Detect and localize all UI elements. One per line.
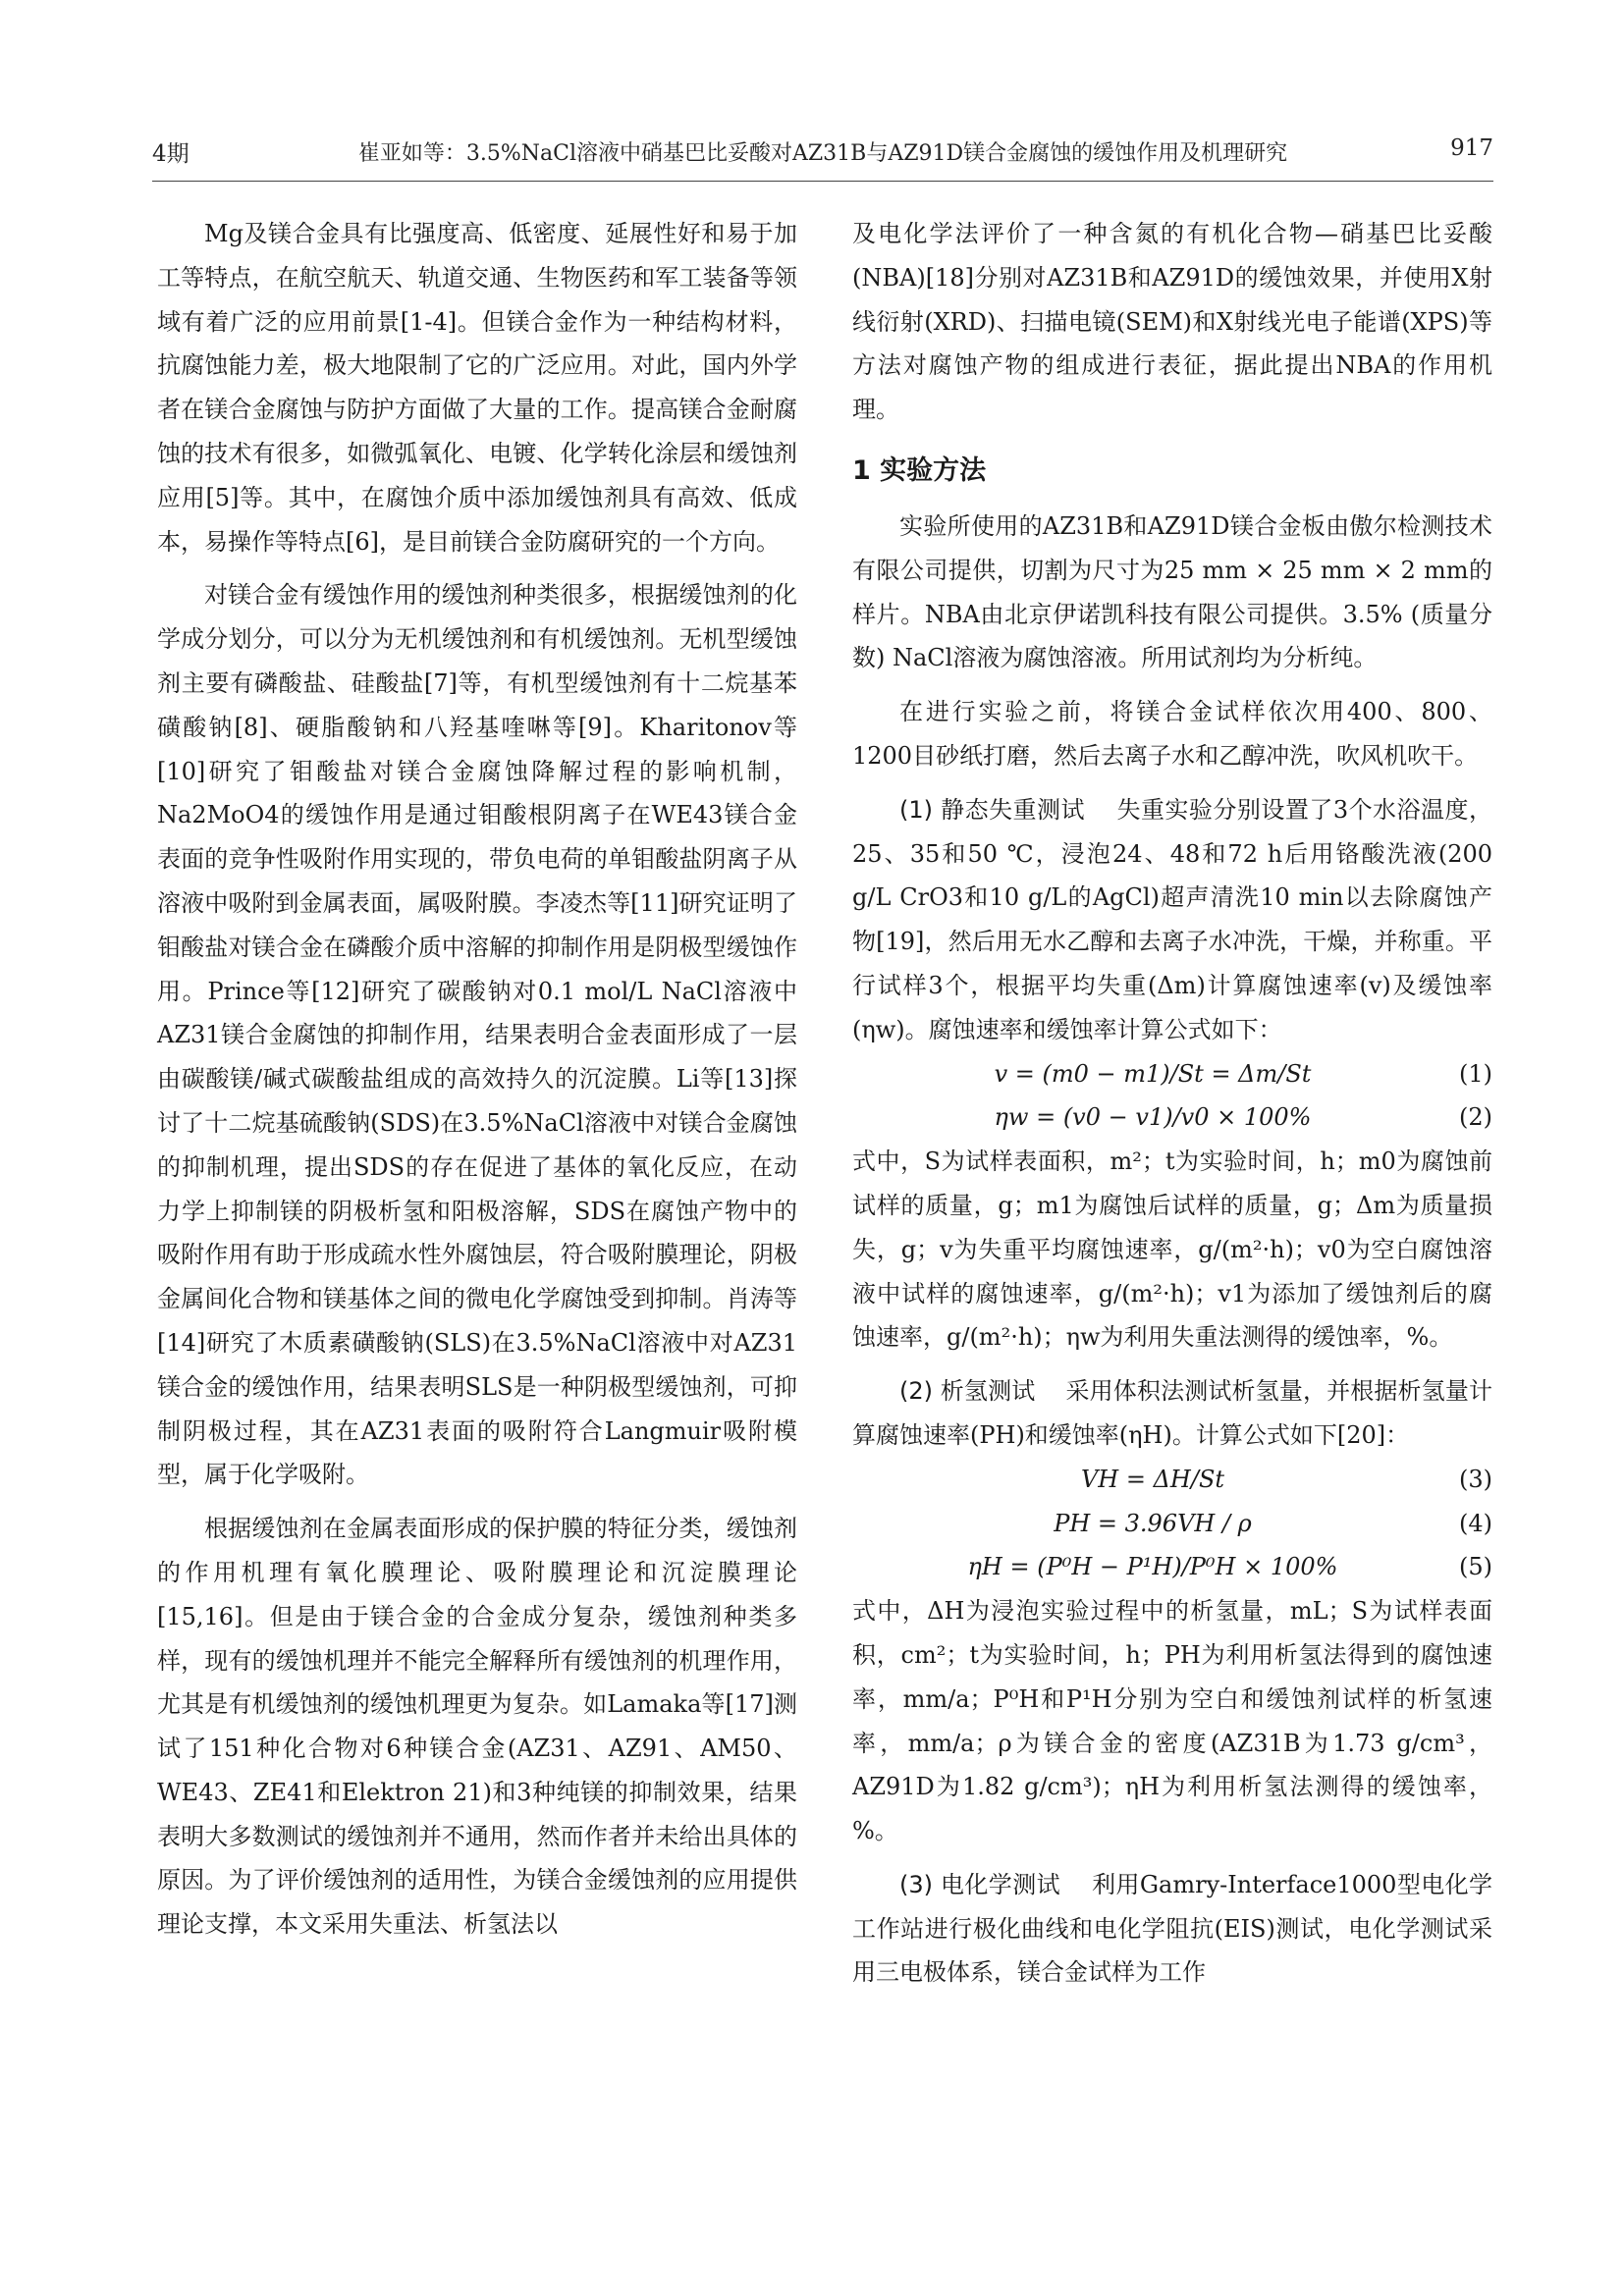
intro-paragraph-2: 对镁合金有缓蚀作用的缓蚀剂种类很多，根据缓蚀剂的化学成分划分，可以分为无机缓蚀剂和有机缓蚀剂。无机型缓蚀剂主要有磷酸盐、硅酸盐[7]等，有机型缓蚀剂有十二烷基苯磺酸钠[8]、硬脂酸钠和八羟基喹啉等[9]。Kharitonov等[10]研究了钼酸盐对镁合金腐蚀降解过程的影响机制，Na2MoO4的缓蚀作用是通过钼酸根阴离子在WE43镁合金表面的竞争性吸附作用实现的，带负电荷的单钼酸盐阴离子从溶液中吸附到金属表面，属吸附膜。李凌杰等[11]研究证明了钼酸盐对镁合金在磷酸介质中溶解的抑制作用是阴极型缓蚀作用。Prince等[12]研究了碳酸钠对0.1 mol/L NaCl溶液中AZ31镁合金腐蚀的抑制作用，结果表明合金表面形成了一层由碳酸镁/碱式碳酸盐组成的高效持久的沉淀膜。Li等[13]探讨了十二烷基硫酸钠(SDS)在3.5%NaCl溶液中对镁合金腐蚀的抑制机理，提出SDS的存在促进了基体的氧化反应，在动力学上抑制镁的阴极析氢和阳极溶解，SDS在腐蚀产物中的吸附作用有助于形成疏水性外腐蚀层，符合吸附膜理论，阴极金属间化合物和镁基体之间的微电化学腐蚀受到抑制。肖涛等[14]研究了木质素磺酸钠(SLS)在3.5%NaCl溶液中对AZ31镁合金的缓蚀作用，结果表明SLS是一种阴极型缓蚀剂，可抑制阴极过程，其在AZ31表面的吸附符合Langmuir吸附模型，属于化学吸附。 bbox=[157, 581, 797, 1489]
header-rule bbox=[152, 181, 1493, 182]
hydrogen-label: (2) 析氢测试 bbox=[899, 1377, 1036, 1406]
issue-number: 4期 bbox=[152, 141, 189, 167]
electrochem-paragraph bbox=[852, 1863, 1492, 1995]
right-column bbox=[852, 212, 1492, 1995]
where-paragraph-2: 式中，ΔH为浸泡实验过程中的析氢量，mL；S为试样表面积，cm²；t为实验时间，h；PH为利用析氢法得到的腐蚀速率，mm/a；P⁰H和P¹H分别为空白和缓蚀剂试样的析氢速率，mm/a；ρ为镁合金的密度(AZ31B为1.73 g/cm³，AZ91D为1.82 g/cm³)；ηH为利用析氢法测得的缓蚀率，%。 bbox=[852, 1597, 1492, 1845]
weight-loss-label: (1) 静态失重测试 bbox=[899, 795, 1086, 824]
intro-continuation: 及电化学法评价了一种含氮的有机化合物—硝基巴比妥酸(NBA)[18]分别对AZ31B和AZ91D的缓蚀效果，并使用X射线衍射(XRD)、扫描电镜(SEM)和X射线光电子能谱(XPS)等方法对腐蚀产物的组成进行表征，据此提出NBA的作用机理。 bbox=[852, 220, 1492, 424]
equation-3-number: (3) bbox=[1459, 1465, 1492, 1493]
running-title: 崔亚如等：3.5%NaCl溶液中硝基巴比妥酸对AZ31B与AZ91D镁合金腐蚀的缓蚀作用及机理研究 bbox=[357, 141, 1288, 166]
equation-3 bbox=[852, 1458, 1492, 1502]
left-column bbox=[157, 212, 797, 1947]
electrochem-label: (3) 电化学测试 bbox=[899, 1870, 1060, 1898]
hydrogen-text: 采用体积法测试析氢量，并根据析氢量计算腐蚀速率(PH)和缓蚀率(ηH)。计算公式如下[20]： bbox=[852, 1377, 1493, 1449]
electrochem-text: 利用Gamry-Interface1000型电化学工作站进行极化曲线和电化学阻抗(EIS)测试，电化学测试采用三电极体系，镁合金试样为工作 bbox=[852, 1870, 1493, 1987]
materials-paragraph: 实验所使用的AZ31B和AZ91D镁合金板由傲尔检测技术有限公司提供，切割为尺寸为25 mm × 25 mm × 2 mm的样片。NBA由北京伊诺凯科技有限公司提供。3.5% (质量分数) NaCl溶液为腐蚀溶液。所用试剂均为分析纯。 bbox=[852, 511, 1492, 672]
equation-5 bbox=[852, 1545, 1492, 1589]
intro-paragraph-3: 根据缓蚀剂在金属表面形成的保护膜的特征分类，缓蚀剂的作用机理有氧化膜理论、吸附膜理论和沉淀膜理论[15,16]。但是由于镁合金的合金成分复杂，缓蚀剂种类多样，现有的缓蚀机理并不能完全解释所有缓蚀剂的机理作用，尤其是有机缓蚀剂的缓蚀机理更为复杂。如Lamaka等[17]测试了151种化合物对6种镁合金(AZ31、AZ91、AM50、WE43、ZE41和Elektron 21)和3种纯镁的抑制效果，结果表明大多数测试的缓蚀剂并不通用，然而作者并未给出具体的原因。为了评价缓蚀剂的适用性，为镁合金缓蚀剂的应用提供理论支撑，本文采用失重法、析氢法以 bbox=[157, 1515, 797, 1939]
equation-2-body: ηw = (v0 − v1)/v0 × 100% bbox=[994, 1103, 1312, 1132]
equation-4 bbox=[852, 1502, 1492, 1546]
page-number: 917 bbox=[1450, 135, 1493, 161]
equation-2 bbox=[852, 1095, 1492, 1140]
section-heading: 1 实验方法 bbox=[852, 454, 987, 486]
equation-1 bbox=[852, 1052, 1492, 1096]
equation-2-number: (2) bbox=[1459, 1103, 1492, 1132]
weight-loss-paragraph bbox=[852, 788, 1492, 1052]
running-header bbox=[152, 135, 1493, 175]
equation-5-body: ηH = (P⁰H − P¹H)/P⁰H × 100% bbox=[967, 1553, 1338, 1581]
equation-4-body: PH = 3.96VH / ρ bbox=[1054, 1509, 1252, 1537]
weight-loss-text: 失重实验分别设置了3个水浴温度，25、35和50 ℃，浸泡24、48和72 h后用铬酸洗液(200 g/L CrO3和10 g/L的AgCl)超声清洗10 min以去除腐蚀产物[19]，然后用无水乙醇和去离子水冲洗，干燥，并称重。平行试样3个，根据平均失重(Δm)计算腐蚀速率(v)及缓蚀率(ηw)。腐蚀速率和缓蚀率计算公式如下： bbox=[852, 795, 1492, 1043]
equation-3-body: VH = ΔH/St bbox=[1080, 1465, 1225, 1493]
equation-1-number: (1) bbox=[1459, 1059, 1492, 1088]
where-paragraph-1: 式中，S为试样表面积，m²；t为实验时间，h；m0为腐蚀前试样的质量，g；m1为腐蚀后试样的质量，g；Δm为质量损失，g；v为失重平均腐蚀速率，g/(m²·h)；v0为空白腐蚀溶液中试样的腐蚀速率，g/(m²·h)；v1为添加了缓蚀剂后的腐蚀速率，g/(m²·h)；ηw为利用失重法测得的缓蚀率，%。 bbox=[852, 1148, 1492, 1352]
intro-paragraph-1: Mg及镁合金具有比强度高、低密度、延展性好和易于加工等特点，在航空航天、轨道交通、生物医药和军工装备等领域有着广泛的应用前景[1-4]。但镁合金作为一种结构材料，抗腐蚀能力差，极大地限制了它的广泛应用。对此，国内外学者在镁合金腐蚀与防护方面做了大量的工作。提高镁合金耐腐蚀的技术有很多，如微弧氧化、电镀、化学转化涂层和缓蚀剂应用[5]等。其中，在腐蚀介质中添加缓蚀剂具有高效、低成本，易操作等特点[6]，是目前镁合金防腐研究的一个方向。 bbox=[157, 220, 797, 556]
equation-5-number: (5) bbox=[1459, 1553, 1492, 1581]
hydrogen-paragraph bbox=[852, 1369, 1492, 1458]
equation-4-number: (4) bbox=[1459, 1509, 1492, 1537]
preparation-paragraph: 在进行实验之前，将镁合金试样依次用400、800、1200目砂纸打磨，然后去离子水和乙醇冲洗，吹风机吹干。 bbox=[852, 698, 1492, 770]
equation-1-body: v = (m0 − m1)/St = Δm/St bbox=[994, 1059, 1312, 1088]
